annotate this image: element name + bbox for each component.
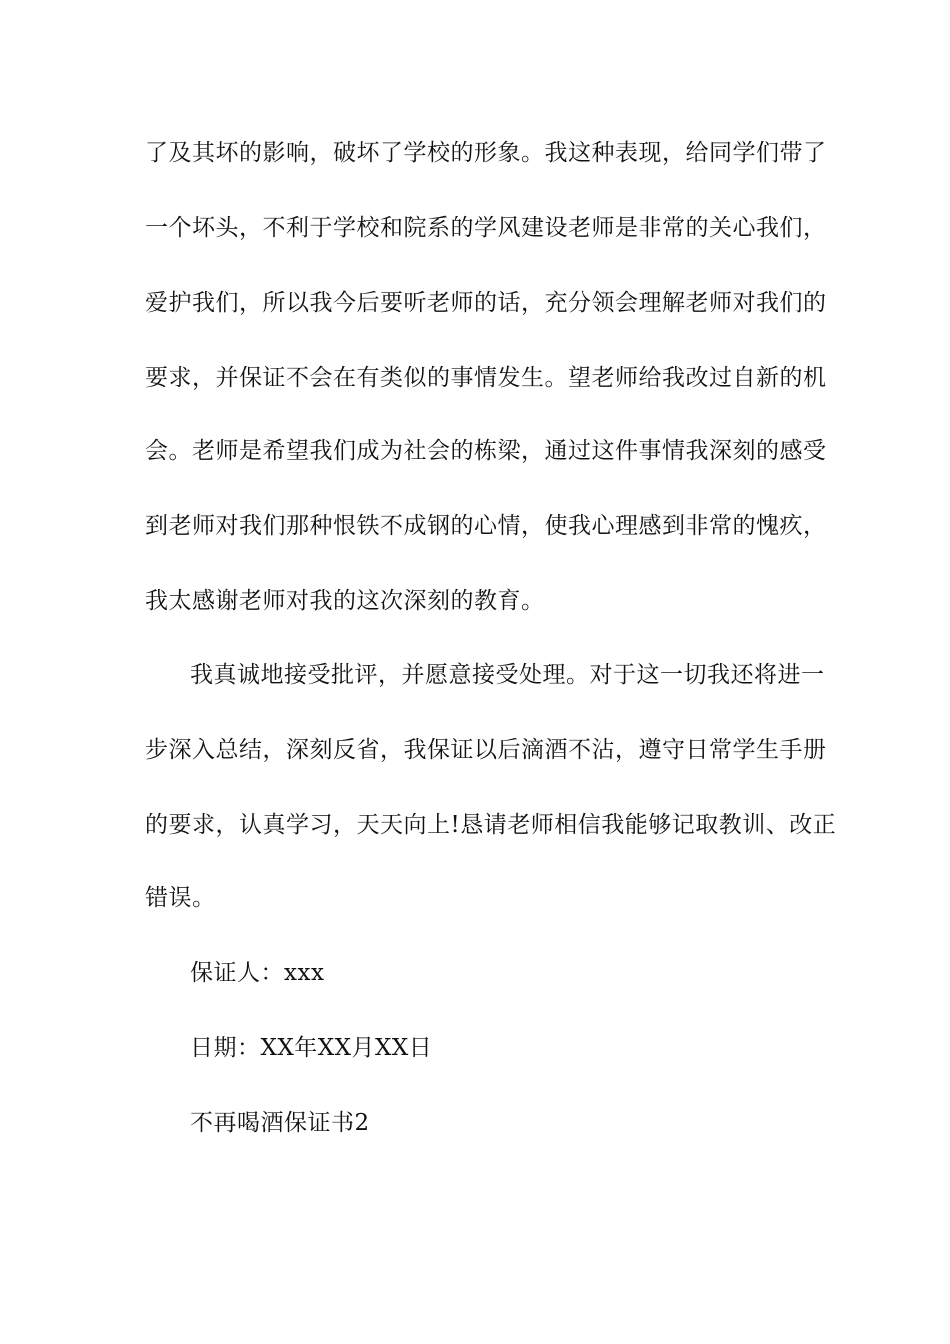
paragraph-line: 步深入总结，深刻反省，我保证以后滴酒不沾，遵守日常学生手册 xyxy=(145,737,827,763)
paragraph-line: 会。老师是希望我们成为社会的栋梁，通过这件事情我深刻的感受 xyxy=(145,438,827,464)
paragraph-line: 爱护我们，所以我今后要听老师的话，充分领会理解老师对我们的 xyxy=(145,290,827,316)
paragraph-line: 错误。 xyxy=(145,885,216,911)
paragraph-line: 一个坏头，不利于学校和院系的学风建设老师是非常的关心我们， xyxy=(145,215,827,241)
date-line: 日期：XX年XX月XX日 xyxy=(190,1035,433,1061)
paragraph-line: 我太感谢老师对我的这次深刻的教育。 xyxy=(145,588,545,614)
paragraph-line: 要求，并保证不会在有类似的事情发生。望老师给我改过自新的机 xyxy=(145,365,827,391)
guarantor-line: 保证人：xxx xyxy=(190,960,325,986)
paragraph-line: 我真诚地接受批评，并愿意接受处理。对于这一切我还将进一 xyxy=(190,662,825,688)
paragraph-line: 到老师对我们那种恨铁不成钢的心情，使我心理感到非常的愧疚， xyxy=(145,513,827,539)
paragraph-line: 的要求，认真学习，天天向上!恳请老师相信我能够记取教训、改正 xyxy=(145,812,837,838)
paragraph-line: 了及其坏的影响，破坏了学校的形象。我这种表现，给同学们带了 xyxy=(145,140,827,166)
next-section-title: 不再喝酒保证书2 xyxy=(190,1110,370,1136)
